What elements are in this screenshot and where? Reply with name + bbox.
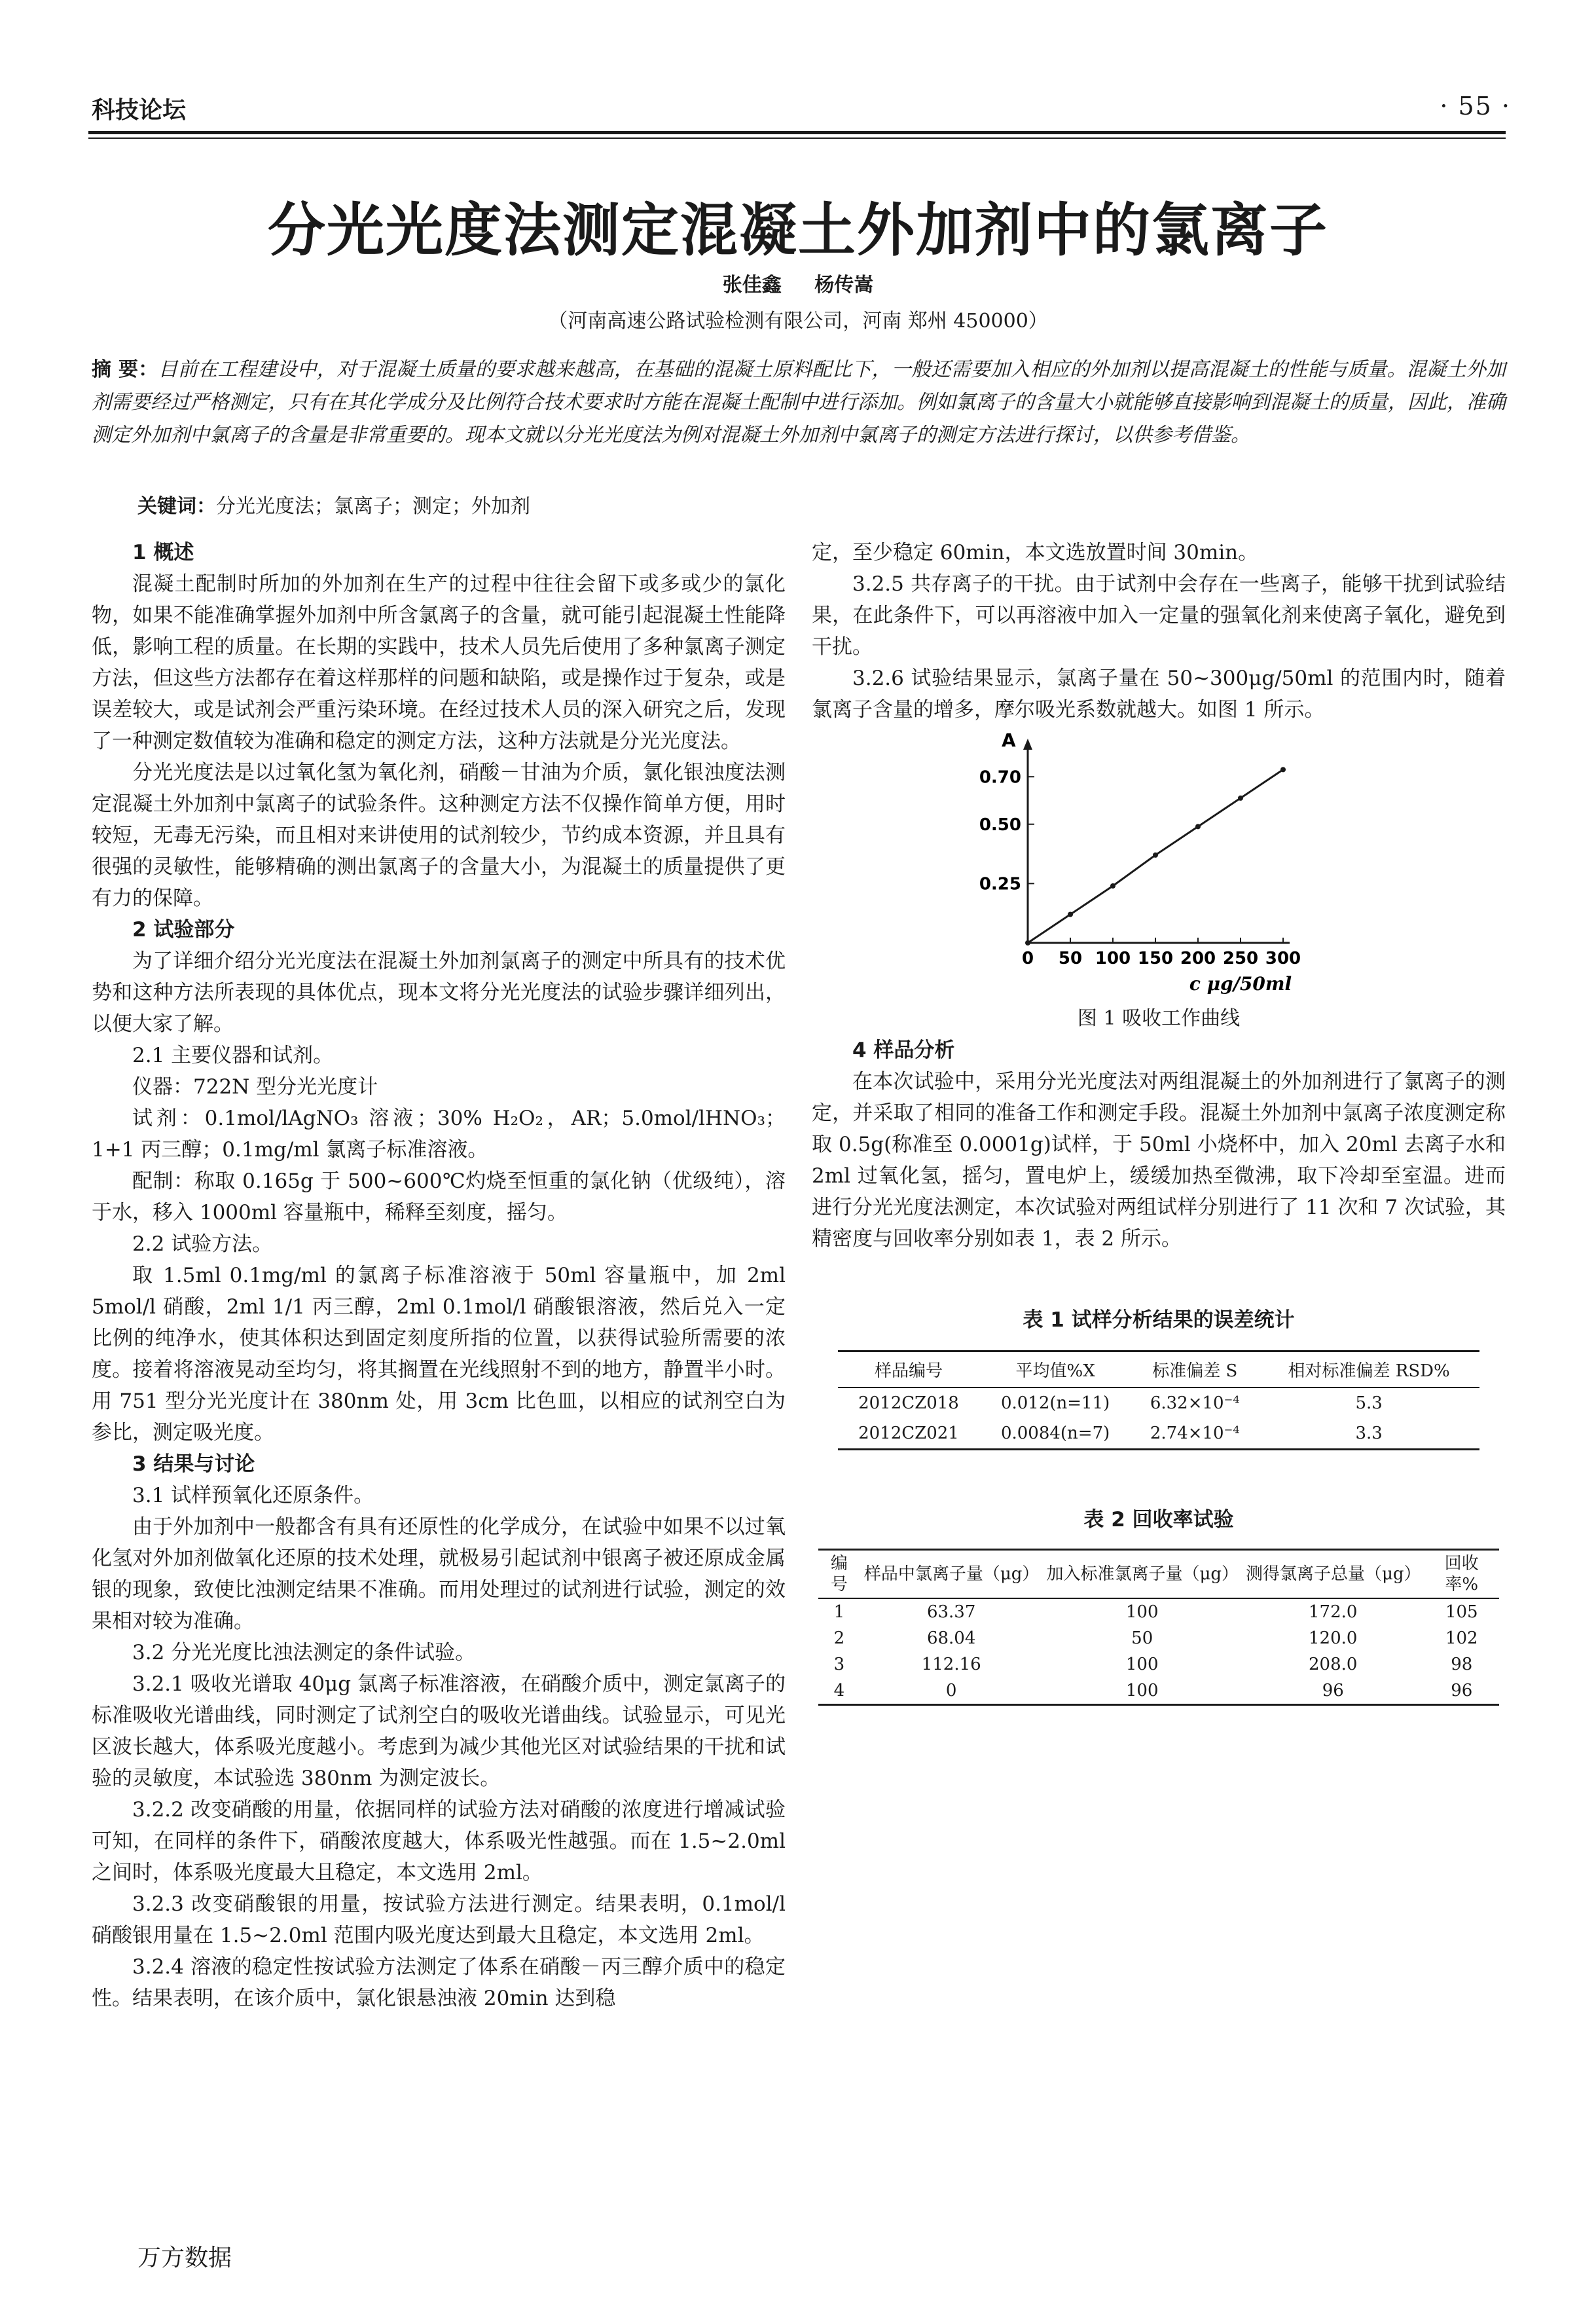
table-row xyxy=(818,1625,1499,1651)
table-cell: 63.37 xyxy=(926,1602,976,1622)
table-cell: 50 xyxy=(1131,1628,1153,1648)
paragraph: 3.2 分光光度比浊法测定的条件试验。 xyxy=(132,1641,476,1664)
table-header-cell: 测得氯离子总量（μg） xyxy=(1245,1564,1421,1584)
left-column xyxy=(92,537,786,2014)
table-cell: 208.0 xyxy=(1309,1655,1358,1674)
table2-title: 表 2 回收率试验 xyxy=(1083,1508,1234,1532)
table-header-cell: 样品编号 xyxy=(874,1361,943,1381)
data-point xyxy=(1153,853,1158,858)
authors: 张佳鑫 杨传嵩 xyxy=(722,274,874,297)
data-point xyxy=(1238,796,1243,801)
table-cell: 2 xyxy=(833,1628,845,1648)
paragraph: 3.1 试样预氧化还原条件。 xyxy=(132,1484,374,1507)
section-heading: 2 试验部分 xyxy=(132,918,235,942)
x-tick-label: 250 xyxy=(1222,949,1259,968)
table1 xyxy=(838,1350,1479,1450)
table-header-cell: 编号 xyxy=(830,1554,848,1594)
y-axis-arrow xyxy=(1023,739,1032,750)
table-cell: 100 xyxy=(1125,1655,1159,1674)
abstract-text: 目前在工程建设中，对于混凝土质量的要求越来越高，在基础的混凝土原料配比下，一般还需要加入相应的外加剂以提高混凝土的性能与质量。混凝土外加剂需要经过严格测定，只有在其化学成分及比例符合技术要求时方能在混凝土配制中进行添加。例如氯离子的含量大小就能够直接影响到混凝土的质量，因此，准确测定外加剂中氯离子的含量是非常重要的。现本文就以分光光度法为例对混凝土外加剂中氯离子的测定方法进行探讨，以供参考借鉴。 xyxy=(92,358,1506,447)
table-row xyxy=(818,1678,1499,1705)
x-tick-label: 150 xyxy=(1137,949,1174,968)
paragraph: 3.2.6 试验结果显示，氯离子量在 50~300μg/50ml 的范围内时，随着氯离子含量的增多，摩尔吸光系数就越大。如图 1 所示。 xyxy=(812,667,1506,722)
table-row xyxy=(818,1598,1499,1625)
table-cell: 105 xyxy=(1445,1602,1478,1622)
paragraph: 2.2 试验方法。 xyxy=(132,1232,273,1256)
table-cell: 3 xyxy=(833,1655,845,1674)
table-header-cell: 平均值%X xyxy=(1015,1361,1095,1381)
data-point xyxy=(1280,767,1286,772)
table-cell: 172.0 xyxy=(1309,1602,1358,1622)
paragraph: 为了详细介绍分光光度法在混凝土外加剂氯离子的测定中所具有的技术优势和这种方法所表现的具体优点，现本文将分光光度法的试验步骤详细列出，以便大家了解。 xyxy=(92,949,786,1036)
table-cell: 5.3 xyxy=(1355,1393,1383,1413)
table-row xyxy=(838,1418,1479,1450)
table-cell: 2012CZ021 xyxy=(858,1423,959,1443)
paragraph: 2.1 主要仪器和试剂。 xyxy=(132,1044,334,1067)
paragraph: 配制：称取 0.165g 于 500~600℃灼烧至恒重的氯化钠（优级纯），溶于水，移入 1000ml 容量瓶中，稀释至刻度，摇匀。 xyxy=(92,1169,786,1224)
table-cell: 96 xyxy=(1451,1681,1473,1700)
table-cell: 68.04 xyxy=(926,1628,976,1648)
affiliation: （河南高速公路试验检测有限公司，河南 郑州 450000） xyxy=(548,310,1048,333)
data-point xyxy=(1110,883,1115,889)
x-tick-label: 200 xyxy=(1180,949,1216,968)
paragraph: 在本次试验中，采用分光光度法对两组混凝土的外加剂进行了氯离子的测定，并采取了相同的准备工作和测定手段。混凝土外加剂中氯离子浓度测定称取 0.5g(称准至 0.0001g)试样，于 50ml 小烧杯中，加入 20ml 去离子水和 2ml 过氧化氢，摇匀，置电炉上，缓缓加热至微沸，取下冷却至室温。进而进行分光光度法测定，本次试验对两组试样分别进行了 11 次和 7 次试验，其精密度与回收率分别如表 1，表 2 所示。 xyxy=(812,1070,1506,1251)
x-tick-label: 300 xyxy=(1265,949,1301,968)
journal-name: 科技论坛 xyxy=(92,97,187,124)
paragraph: 定，至少稳定 60min，本文选放置时间 30min。 xyxy=(812,541,1259,564)
table-cell: 4 xyxy=(833,1681,845,1700)
paper-title: 分光光度法测定混凝土外加剂中的氯离子 xyxy=(267,196,1328,264)
paragraph: 混凝土配制时所加的外加剂在生产的过程中往往会留下或多或少的氯化物，如果不能准确掌握外加剂中所含氯离子的含量，就可能引起混凝土性能降低，影响工程的质量。在长期的实践中，技术人员先后使用了多种氯离子测定方法，但这些方法都存在着这样那样的问题和缺陷，或是操作过于复杂，或是误差较大，或是试剂会严重污染环境。在经过技术人员的深入研究之后，发现了一种测定数值较为准确和稳定的测定方法，这种方法就是分光光度法。 xyxy=(92,572,786,753)
section-heading: 1 概述 xyxy=(132,541,194,564)
paragraph: 3.2.5 共存离子的干扰。由于试剂中会存在一些离子，能够干扰到试验结果，在此条件下，可以再溶液中加入一定量的强氧化剂来使离子氧化，避免到干扰。 xyxy=(812,572,1506,659)
table-cell: 1 xyxy=(833,1602,845,1622)
figure-caption: 图 1 吸收工作曲线 xyxy=(1077,1007,1241,1030)
abstract-label: 摘 要： xyxy=(92,358,158,381)
table-header-cell: 相对标准偏差 RSD% xyxy=(1288,1361,1450,1381)
paragraph: 3.2.4 溶液的稳定性按试验方法测定了体系在硝酸－丙三醇介质中的稳定性。结果表明，在该介质中，氯化银悬浊液 20min 达到稳 xyxy=(92,1955,786,2010)
keywords xyxy=(137,490,530,519)
x-tick-label: 100 xyxy=(1095,949,1131,968)
right-column xyxy=(812,537,1506,725)
x-tick-label: 50 xyxy=(1058,949,1083,968)
table-cell: 98 xyxy=(1451,1655,1473,1674)
table-cell: 3.3 xyxy=(1355,1423,1383,1443)
abstract xyxy=(92,354,1506,452)
section-4 xyxy=(812,1035,1506,1255)
page-number: · 55 · xyxy=(1440,92,1511,120)
y-axis-label: A xyxy=(1002,729,1016,751)
table-cell: 0.012(n=11) xyxy=(1000,1393,1110,1413)
data-point xyxy=(1195,824,1201,829)
data-point xyxy=(1068,912,1073,917)
y-tick-label: 0.70 xyxy=(979,767,1021,788)
paragraph: 取 1.5ml 0.1mg/ml 的氯离子标准溶液于 50ml 容量瓶中，加 2ml 5mol/l 硝酸，2ml 1/1 丙三醇，2ml 0.1mol/l 硝酸银溶液，然后兑入一定比例的纯净水，使其体积达到固定刻度所指的位置，以获得试验所需要的浓度。接着将溶液晃动至均匀，将其搁置在光线照射不到的地方，静置半小时。用 751 型分光光度计在 380nm 处，用 3cm 比色皿，以相应的试剂空白为参比，测定吸光度。 xyxy=(92,1264,786,1444)
header-rule-thick xyxy=(88,131,1506,134)
y-tick-label: 0.25 xyxy=(979,874,1021,894)
table-row xyxy=(818,1651,1499,1678)
table-cell: 102 xyxy=(1445,1628,1478,1648)
table-header-cell: 标准偏差 S xyxy=(1152,1361,1238,1381)
table-cell: 0.0084(n=7) xyxy=(1000,1423,1110,1443)
table-cell: 2012CZ018 xyxy=(858,1393,959,1413)
keywords-text: 分光光度法；氯离子；测定；外加剂 xyxy=(216,495,530,518)
table-header-cell: 回收率% xyxy=(1444,1554,1479,1594)
table-cell: 100 xyxy=(1125,1681,1159,1700)
table-header-cell: 加入标准氯离子量（μg） xyxy=(1046,1564,1239,1584)
table1-title: 表 1 试样分析结果的误差统计 xyxy=(1023,1308,1295,1332)
paragraph: 3.2.1 吸收光谱取 40μg 氯离子标准溶液，在硝酸介质中，测定氯离子的标准吸收光谱曲线，同时测定了试剂空白的吸收光谱曲线。试验显示，可见光区波长越大，体系吸光度越小。考虑到为减少其他光区对试验结果的干扰和试验的灵敏度，本试验选 380nm 为测定波长。 xyxy=(92,1672,786,1790)
table-cell: 6.32×10⁻⁴ xyxy=(1150,1393,1240,1413)
section-heading: 4 样品分析 xyxy=(852,1038,955,1062)
data-point xyxy=(1025,940,1030,946)
paragraph: 3.2.3 改变硝酸银的用量，按试验方法进行测定。结果表明，0.1mol/l 硝酸银用量在 1.5~2.0ml 范围内吸光度达到最大且稳定，本文选用 2ml。 xyxy=(92,1892,786,1947)
table-row xyxy=(838,1387,1479,1418)
keywords-label: 关键词： xyxy=(137,495,216,518)
y-tick-label: 0.50 xyxy=(979,815,1021,835)
paragraph: 3.2.2 改变硝酸的用量，依据同样的试验方法对硝酸的浓度进行增减试验可知，在同样的条件下，硝酸浓度越大，体系吸光性越强。而在 1.5~2.0ml 之间时，体系吸光度最大且稳定，本文选用 2ml。 xyxy=(92,1798,786,1884)
x-axis-label: c μg/50ml xyxy=(1189,973,1292,995)
table-cell: 112.16 xyxy=(921,1655,981,1674)
paragraph: 试剂：0.1mol/lAgNO₃ 溶液；30% H₂O₂，AR；5.0mol/lHNO₃；1+1 丙三醇；0.1mg/ml 氯离子标准溶液。 xyxy=(92,1107,786,1162)
table2 xyxy=(818,1549,1499,1706)
table-cell: 96 xyxy=(1322,1681,1344,1700)
table-cell: 2.74×10⁻⁴ xyxy=(1150,1423,1240,1443)
x-tick-label: 0 xyxy=(1021,949,1034,968)
table-cell: 0 xyxy=(945,1681,957,1700)
table-cell: 100 xyxy=(1125,1602,1159,1622)
paragraph: 由于外加剂中一般都含有具有还原性的化学成分，在试验中如果不以过氧化氢对外加剂做氧化还原的技术处理，就极易引起试剂中银离子被还原成金属银的现象，致使比浊测定结果不准确。而用处理过的试剂进行试验，测定的效果相对较为准确。 xyxy=(92,1515,786,1633)
paragraph: 分光光度法是以过氧化氢为氧化剂，硝酸－甘油为介质，氯化银浊度法测定混凝土外加剂中氯离子的试验条件。这种测定方法不仅操作简单方便，用时较短，无毒无污染，而且相对来讲使用的试剂较少，节约成本资源，并且具有很强的灵敏性，能够精确的测出氯离子的含量大小，为混凝土的质量提供了更有力的保障。 xyxy=(92,761,786,910)
table-cell: 120.0 xyxy=(1309,1628,1358,1648)
paragraph: 仪器：722N 型分光光度计 xyxy=(132,1075,378,1099)
section-heading: 3 结果与讨论 xyxy=(132,1452,255,1476)
footer-watermark: 万方数据 xyxy=(137,2245,232,2271)
table-header-cell: 样品中氯离子量（μg） xyxy=(863,1564,1040,1584)
header-rule-thin xyxy=(88,138,1506,139)
